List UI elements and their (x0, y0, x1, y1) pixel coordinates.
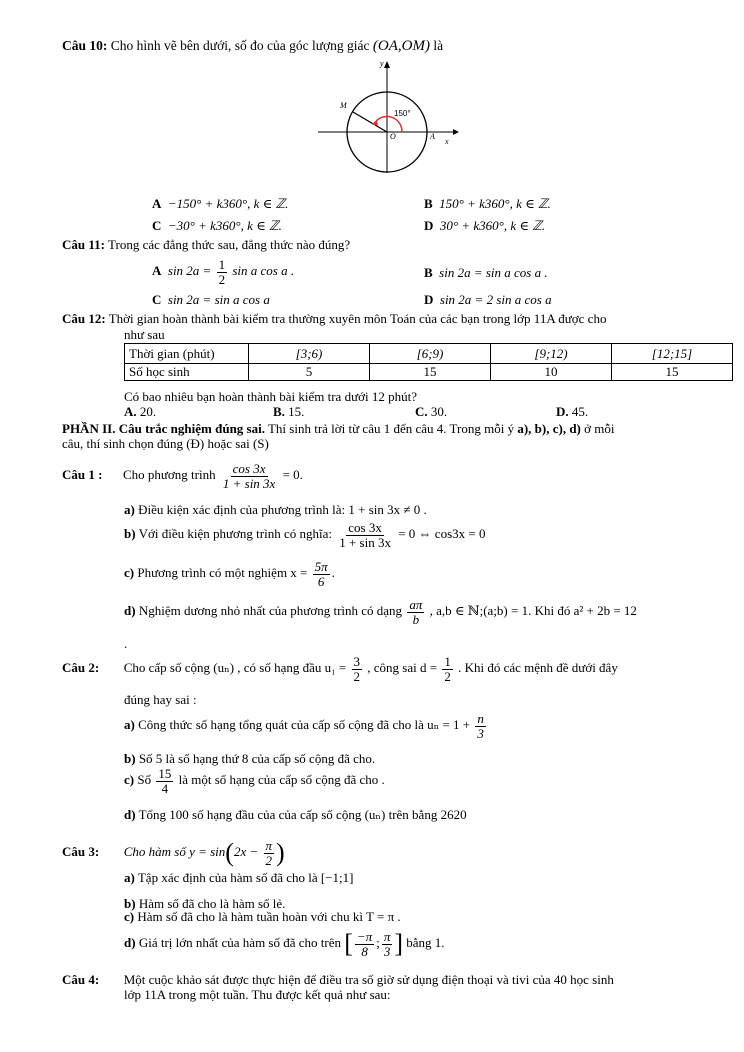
q10-text: Cho hình vẽ bên dưới, số đo của góc lượng giác (110, 38, 370, 53)
origin-label: O (390, 132, 396, 141)
q12-line: Câu 12: Thời gian hoàn thành bài kiểm tra thường xuyên môn Toán của các bạn trong lớp 11A được cho (62, 311, 607, 326)
q10-option-b: B 150° + k360°, k ∈ ℤ. (424, 196, 551, 211)
c1-intro: Câu 1 : Cho phương trình $\frac{\cos 3x}{1 + \sin 3x}$ = 0. (62, 461, 303, 491)
x-axis-label: x (445, 137, 449, 146)
q12-option-a: A. 20. (124, 404, 157, 419)
unit-circle-figure (318, 58, 463, 173)
c1-dot: . (124, 636, 128, 651)
point-a-label: A (430, 132, 435, 141)
c2-d: d) Tổng 100 số hạng đầu của của cấp số cộng (uₙ) trên bằng 2620 (124, 807, 467, 822)
c1-c: c) Phương trình có một nghiệm x = $\frac{5\pi}{6}$ . (124, 559, 335, 589)
y-axis-label: y (380, 59, 384, 68)
c4-line2: lớp 11A trong một tuần. Thu được kết quả như sau: (124, 987, 391, 1002)
c1-b: b) Với điều kiện phương trình có nghĩa: $\frac{\cos 3x}{1 + \sin 3x}$ = 0 ⇔ cos3x = 0 (124, 520, 486, 550)
c2-c: c) Số $\frac{15}{4}$ là một số hạng của cấp số cộng đã cho . (124, 766, 385, 796)
c1-d: d) Nghiệm dương nhỏ nhất của phương trình có dạng $\frac{a\pi}{b}$ , a,b ∈ ℕ;(a;b) = 1. Khi đó a² + 2b = 12 (124, 597, 637, 627)
q12-table (124, 343, 733, 381)
q12-option-c: C. 30. (415, 404, 448, 419)
q12-option-b: B. 15. (273, 404, 305, 419)
c2-intro: Câu 2: Cho cấp số cộng (uₙ) , có số hạng đầu u₁ = $\frac{3}{2}$ , công sai d = $\frac{1}{2}$ . Khi đó các mệnh đề dưới đây (62, 654, 618, 684)
table-row: Số học sinh 5 15 10 15 (125, 364, 733, 381)
c2-b: b) Số 5 là số hạng thứ 8 của cấp số cộng đã cho. (124, 751, 376, 766)
c1-a: a) Điều kiện xác định của phương trình là: 1 + sin 3x ≠ 0 . (124, 502, 427, 517)
q11-option-b: B sin 2a = sin a cos a . (424, 265, 548, 280)
q10-option-a: A −150° + k360°, k ∈ ℤ. (152, 196, 289, 211)
q10-label: Câu 10: (62, 38, 108, 53)
q10-option-c: C −30° + k360°, k ∈ ℤ. (152, 218, 282, 233)
c3-c: c) Hàm số đã cho là hàm tuần hoàn với chu kì T = π . (124, 909, 401, 924)
q10-angle: (OA,OM) (372, 38, 430, 54)
part2-header: PHẦN II. Câu trắc nghiệm đúng sai. Thí sinh trả lời từ câu 1 đến câu 4. Trong mỗi ý a), b), c), d) ở mỗi (62, 421, 615, 436)
c3-intro: Câu 3: Cho hàm số y = sin(2x − $\frac{\pi}{2}$ ) (62, 837, 285, 868)
c3-a: a) Tập xác định của hàm số đã cho là [−1;1] (124, 870, 354, 885)
c2-a: a) Công thức số hạng tổng quát của cấp số cộng đã cho là uₙ = 1 + $\frac{n}{3}$ (124, 711, 484, 741)
c3-d: d) Giá trị lớn nhất của hàm số đã cho trên [ $\frac{-\pi}{8}$ ; $\frac{\pi}{3}$ ] bằng 1. (124, 928, 445, 959)
q11-option-c: C sin 2a = sin a cos a (152, 292, 270, 307)
q10-option-d: D 30° + k360°, k ∈ ℤ. (424, 218, 546, 233)
q10-line (62, 38, 443, 55)
q12-option-d: D. 45. (556, 404, 589, 419)
q12-question: Có bao nhiêu bạn hoàn thành bài kiểm tra dưới 12 phút? (124, 389, 417, 404)
c3-b: b) Hàm số đã cho là hàm số lẻ. (124, 896, 286, 911)
q12-line2: như sau (124, 327, 165, 342)
c4-line1: Câu 4: Một cuộc khảo sát được thực hiện để điều tra số giờ sử dụng điện thoại và tivi của 40 học sinh (62, 972, 614, 987)
angle-label: 150° (394, 109, 411, 118)
point-m-label: M (340, 101, 347, 110)
part2-line2: câu, thí sinh chọn đúng (Đ) hoặc sai (S) (62, 436, 269, 451)
c2-intro-2: đúng hay sai : (124, 692, 197, 707)
q11-option-d: D sin 2a = 2 sin a cos a (424, 292, 552, 307)
table-row: Thời gian (phút) [3;6) [6;9) [9;12) [12;15] (125, 344, 733, 364)
q11-line: Câu 11: Trong các đẳng thức sau, đẳng thức nào đúng? (62, 237, 351, 252)
q11-option-a: A sin 2a = $\frac{1}{2}$ sin a cos a . (152, 257, 295, 287)
q10-tail: là (433, 38, 444, 53)
